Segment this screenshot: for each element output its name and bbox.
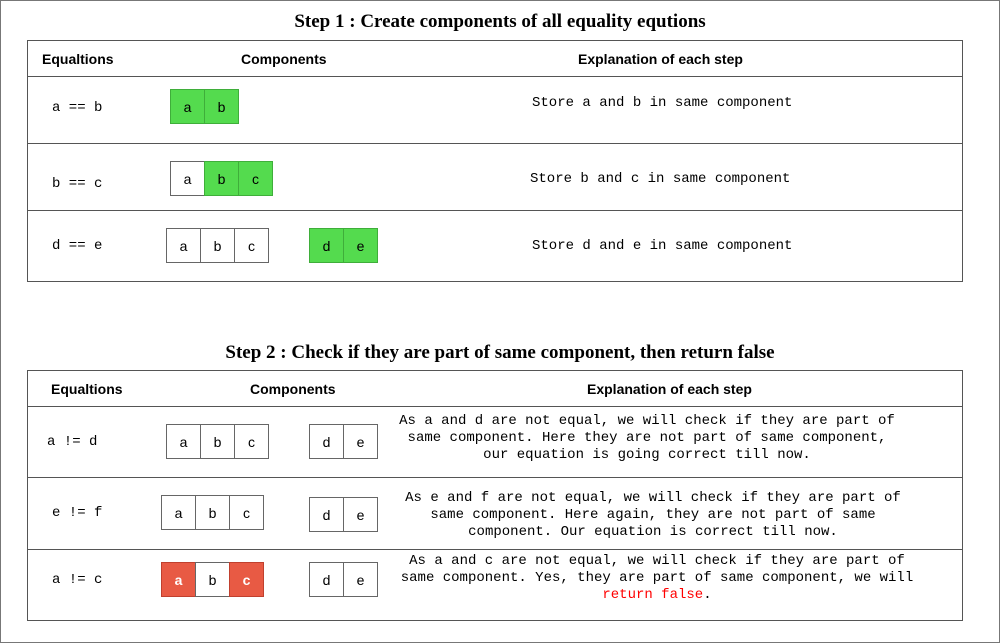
explanation-line <box>398 587 916 604</box>
row-divider <box>28 477 962 478</box>
cell-b: b <box>204 89 239 124</box>
explanation-row1: Store a and b in same component <box>532 95 793 111</box>
cell-a: a <box>166 228 201 263</box>
equation-a-neq-c: a != c <box>52 572 103 588</box>
component-de <box>309 424 378 459</box>
cell-e: e <box>343 497 378 532</box>
row-divider <box>28 143 962 144</box>
cell-e: e <box>343 424 378 459</box>
equation-a-eq-b: a == b <box>52 100 103 116</box>
cell-e: e <box>343 228 378 263</box>
explanation-line: same component. Here they are not part of same component, <box>407 430 887 446</box>
cell-b: b <box>204 161 239 196</box>
explanation-row2: Store b and c in same component <box>530 171 791 187</box>
cell-b: b <box>195 495 230 530</box>
explanation-line: our equation is going correct till now. <box>483 447 811 463</box>
cell-a: a <box>166 424 201 459</box>
explanation-line: same component. Here again, they are not part of same <box>430 507 876 523</box>
explanation-row3 <box>398 553 916 604</box>
cell-c: c <box>229 495 264 530</box>
header-components: Components <box>250 381 336 397</box>
component-abc <box>161 562 264 597</box>
explanation-line: As e and f are not equal, we will check if they are part of <box>405 490 901 506</box>
equation-b-eq-c: b == c <box>52 176 103 192</box>
explanation-row2 <box>399 490 907 541</box>
step2-table <box>27 370 963 621</box>
equation-d-eq-e: d == e <box>52 238 103 254</box>
cell-a: a <box>170 89 205 124</box>
cell-c: c <box>238 161 273 196</box>
cell-b: b <box>200 228 235 263</box>
row-divider <box>28 210 962 211</box>
cell-b: b <box>195 562 230 597</box>
header-explanation: Explanation of each step <box>578 51 743 67</box>
step2-title: Step 2 : Check if they are part of same component, then return false <box>225 342 775 363</box>
cell-a: a <box>170 161 205 196</box>
cell-b: b <box>200 424 235 459</box>
row-divider <box>28 549 962 550</box>
row-divider <box>28 406 962 407</box>
header-equations: Equaltions <box>42 51 114 67</box>
explanation-row3: Store d and e in same component <box>532 238 793 254</box>
cell-d: d <box>309 497 344 532</box>
component-de <box>309 562 378 597</box>
equation-e-neq-f: e != f <box>52 505 103 521</box>
explanation-line: same component. Yes, they are part of same component, we will <box>400 570 914 586</box>
explanation-line: As a and d are not equal, we will check if they are part of <box>399 413 895 429</box>
explanation-line: As a and c are not equal, we will check if they are part of <box>409 553 905 569</box>
row-divider <box>28 76 962 77</box>
cell-c: c <box>234 228 269 263</box>
cell-e: e <box>343 562 378 597</box>
component-abc <box>166 424 269 459</box>
cell-d: d <box>309 562 344 597</box>
component-abc <box>170 161 273 196</box>
component-abc <box>161 495 264 530</box>
step1-title: Step 1 : Create components of all equality equtions <box>294 11 706 32</box>
step1-table <box>27 40 963 282</box>
cell-d: d <box>309 424 344 459</box>
equation-a-neq-d: a != d <box>47 434 98 450</box>
cell-a: a <box>161 495 196 530</box>
header-equations: Equaltions <box>51 381 123 397</box>
explanation-row1 <box>393 413 901 464</box>
cell-a: a <box>161 562 196 597</box>
cell-c: c <box>234 424 269 459</box>
explanation-line: component. Our equation is correct till now. <box>468 524 838 540</box>
cell-d: d <box>309 228 344 263</box>
component-de <box>309 228 378 263</box>
component-de <box>309 497 378 532</box>
component-abc <box>166 228 269 263</box>
return-false-text: return false <box>602 587 704 603</box>
header-explanation: Explanation of each step <box>587 381 752 397</box>
header-components: Components <box>241 51 327 67</box>
cell-c: c <box>229 562 264 597</box>
component-ab <box>170 89 239 124</box>
period-text: . <box>703 587 712 603</box>
